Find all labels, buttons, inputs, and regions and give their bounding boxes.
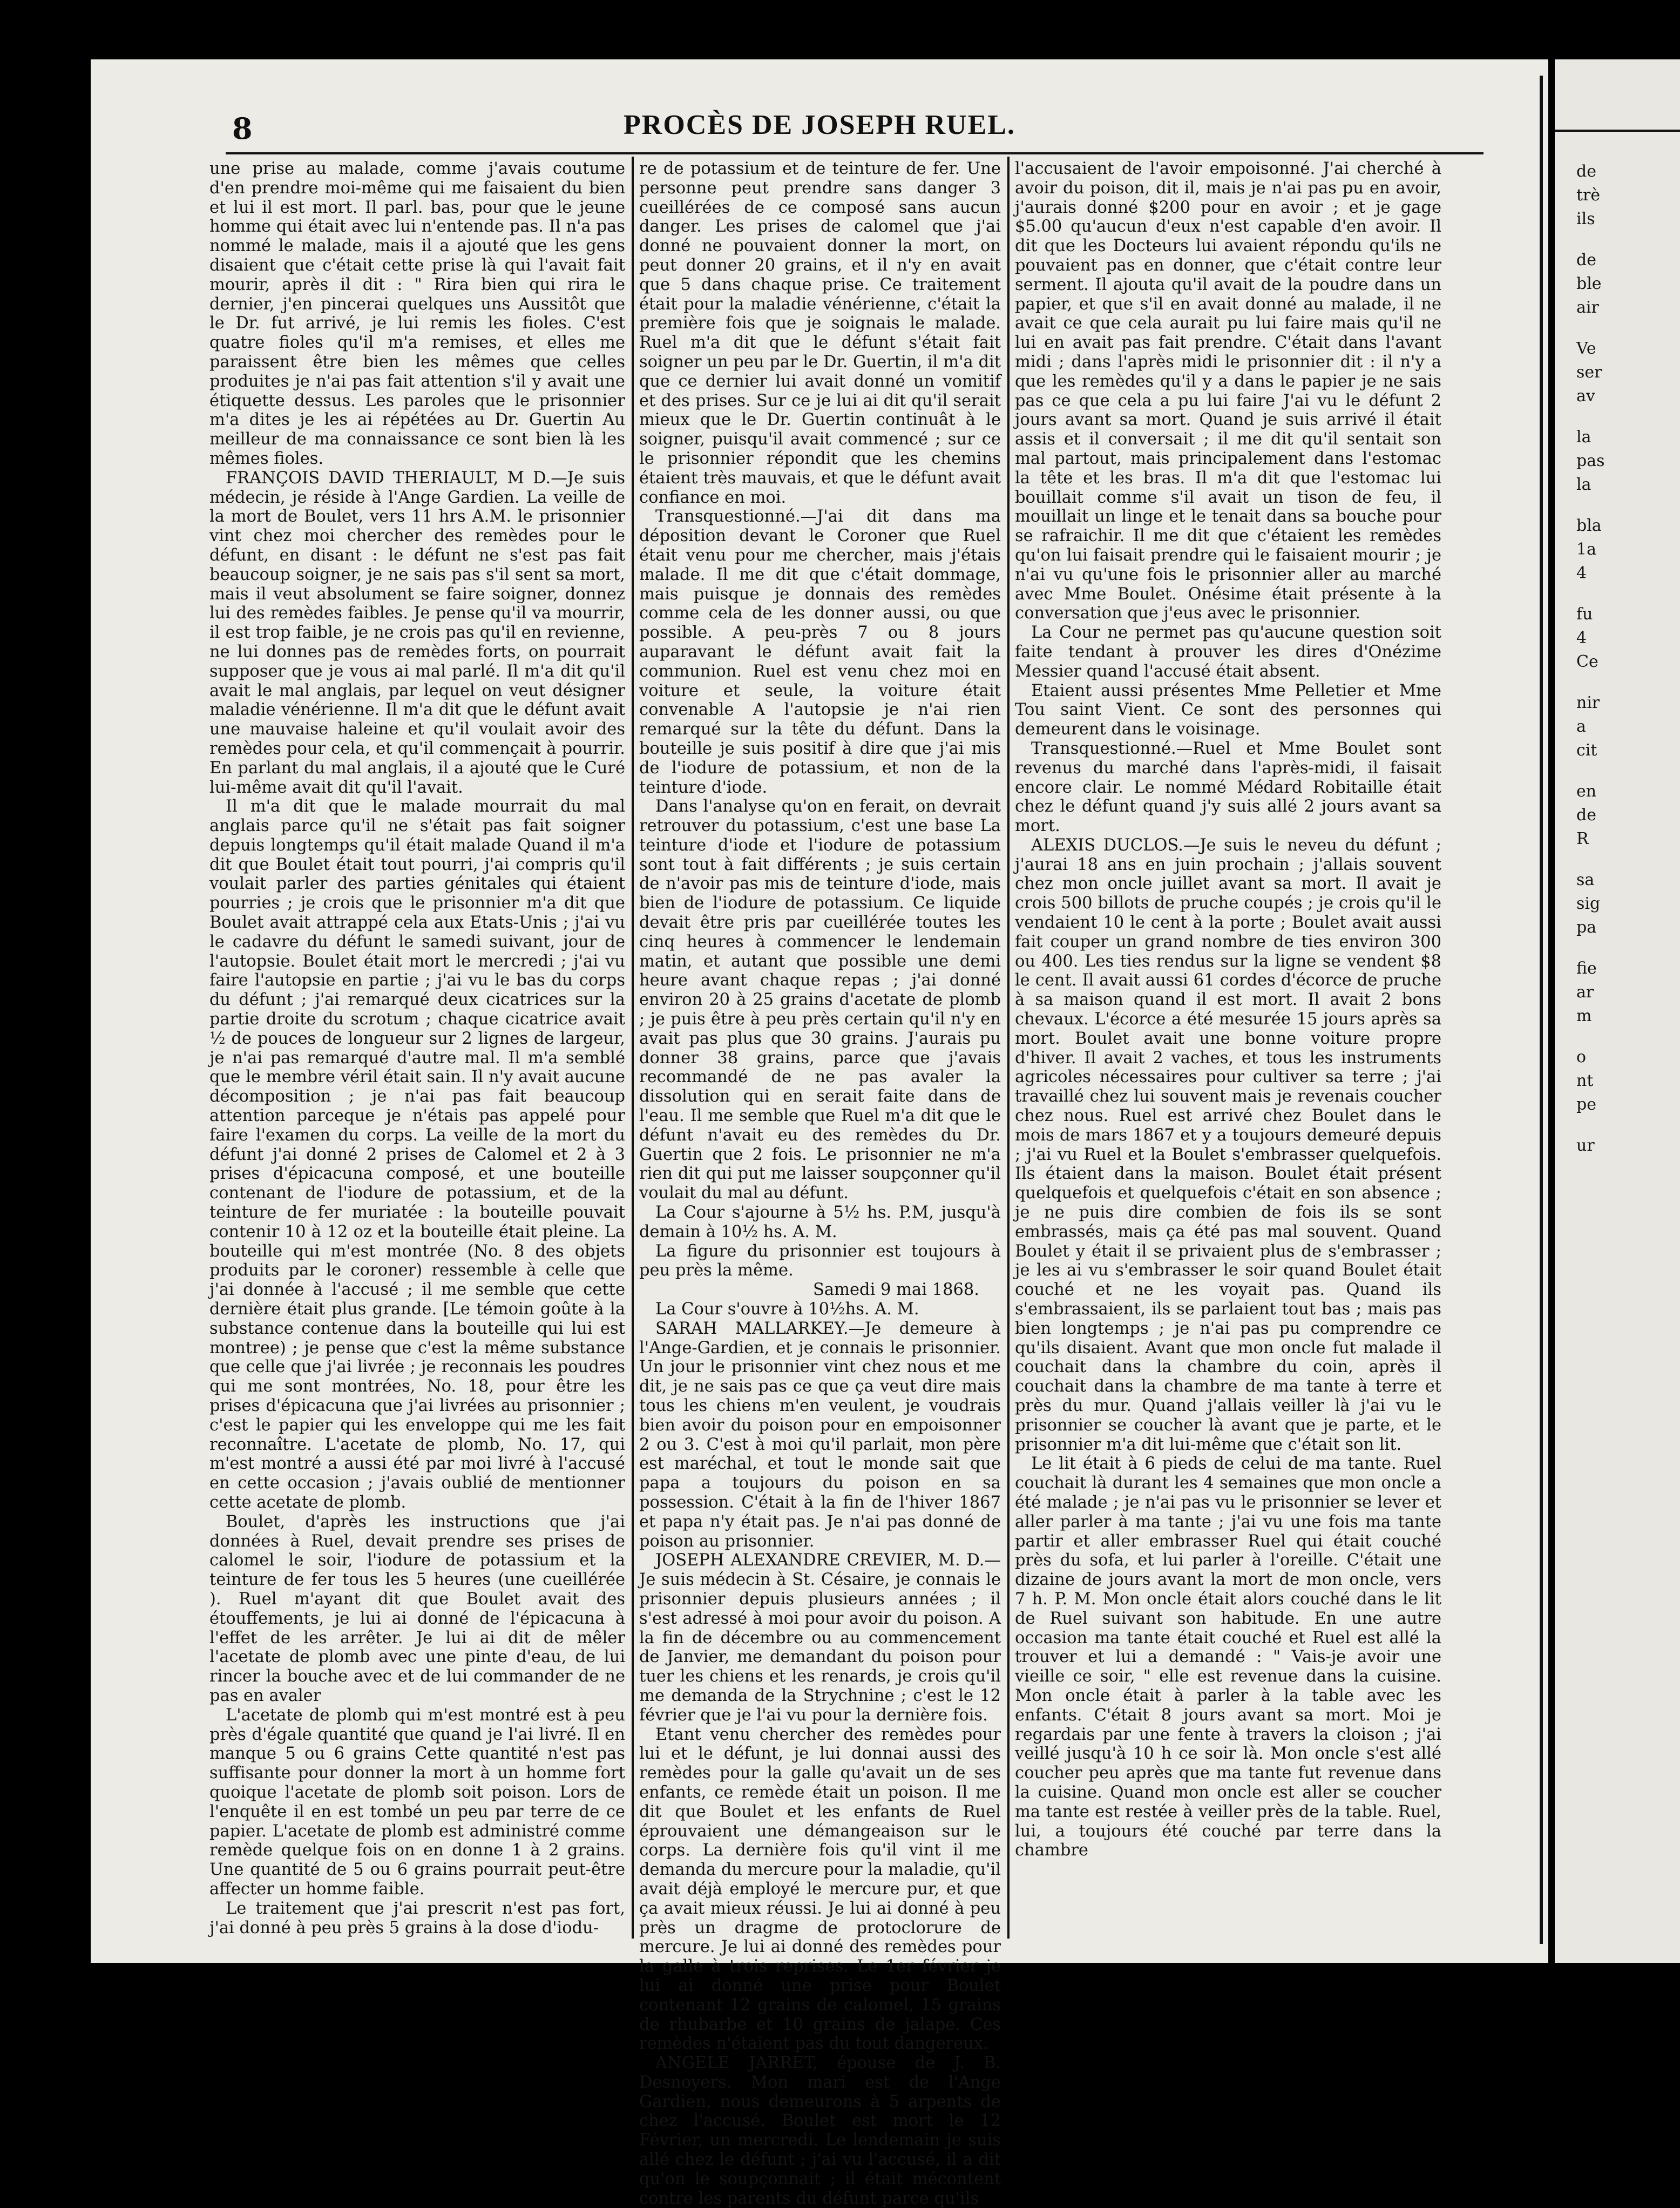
- fragment-text: o: [1576, 1048, 1587, 1066]
- fragment-text: ser: [1576, 363, 1602, 382]
- fragment-text: air: [1576, 298, 1599, 317]
- page-gutter: [1540, 76, 1543, 1944]
- text-column-3: [1015, 159, 1441, 1936]
- page-title: PROCÈS DE JOSEPH RUEL.: [624, 110, 1015, 140]
- column-divider: [1007, 157, 1010, 1939]
- fragment-text: bla: [1576, 516, 1602, 535]
- paragraph: Le traitement que j'ai prescrit n'est pas fort, j'ai donné à peu près 5 grains à la dose d'iodu-: [209, 1899, 625, 1937]
- paragraph: Transquestionné.—Ruel et Mme Boulet sont revenus du marché dans l'après-midi, il faisait encore clair. Le nommé Médard Robitaille était chez le défunt quand j'y suis allé 2 jours avant sa mort.: [1015, 739, 1441, 836]
- paragraph: Le lit était à 6 pieds de celui de ma tante. Ruel couchait là durant les 4 semaines que mon oncle a été malade ; je n'ai pas vu le prisonnier se lever et aller parler à ma tante ; j'ai vu une fois ma tante partir et aller embrasser Ruel qui était couché près du sofa, et lui parler à l'oreille. C'était une dizaine de jours avant la mort de mon oncle, vers 7 h. P. M. Mon oncle était alors couché dans le lit de Ruel suivant son habitude. En une autre occasion ma tante était couché et Ruel est allé la trouver et lui a demandé : " Vais-je avoir une vieille ce soir, " elle est revenue dans la cuisine. Mon oncle était à parler à la table avec les enfants. C'était 8 jours avant sa mort. Moi je regardais par une fente à travers la cloison ; j'ai veillé jusqu'à 10 h ce soir là. Mon oncle s'est allé coucher peu après que ma tante fut revenue dans la cuisine. Quand mon oncle est aller se coucher ma tante est restée à veiller près de la table. Ruel, lui, a toujours été couché par terre dans la chambre: [1015, 1454, 1441, 1860]
- fragment-text: de: [1576, 162, 1596, 181]
- paragraph: ALEXIS DUCLOS.—Je suis le neveu du défunt ; j'aurai 18 ans en juin prochain ; j'allais souvent chez mon oncle juillet avant sa mort. Il avait je crois 500 billots de pruche coupés ; je crois qu'il le vendaient 10 le cent à la porte ; Boulet avait aussi fait couper un grand nombre de ties environ 300 ou 400. Les ties rendus sur la ligne se vendent $8 le cent. Il avait aussi 61 cordes d'écorce de pruche à sa maison quand il est mort. Il avait 2 bons chevaux. L'écorce a été mesurée 15 jours après sa mort. Boulet avait une bonne voiture propre d'hiver. Il avait 2 vaches, et tous les instruments agricoles nécessaires pour cultiver sa terre ; j'ai travaillé chez lui souvent mais je revenais coucher chez nous. Ruel est arrivé chez Boulet dans le mois de mars 1867 et y a toujours demeuré depuis ; j'ai vu Ruel et la Boulet s'embrasser quelquefois. Ils étaient dans la maison. Boulet était présent quelquefois et quelquefois c'était en son absence ; je ne puis dire combien de fois ils se sont embrassés, mais ça été pas mal souvent. Quand Boulet y était il se privaient plus de s'embrasser ; je les ai vu s'embrasser le soir quand Boulet était couché et ne les voyait pas. Quand ils s'embrassaient, ils se parlaient tout bas ; mais pas bien longtemps ; je n'ai pas pu comprendre ce qu'ils disaient. Avant que mon oncle fut malade il couchait dans la chambre du coin, après il couchait dans la chambre de ma tante à terre et près du mur. Quand j'allais veiller là j'ai vu le prisonnier se coucher là avant que je parte, et le prisonnier m'a dit lui-même que c'était son lit.: [1015, 835, 1441, 1454]
- paragraph: Il m'a dit que le malade mourrait du mal anglais parce qu'il ne s'était pas fait soigner depuis longtemps qu'il était malade Quand il m'a dit que Boulet était tout pourri, j'ai compris qu'il voulait parler des parties génitales qui étaient pourries ; je crois que le prisonnier m'a dit que Boulet avait attrappé cela aux Etats-Unis ; j'ai vu le cadavre du défunt le samedi suivant, jour de l'autopsie. Boulet était mort le mercredi ; j'ai vu faire l'autopsie en partie ; j'ai vu le bas du corps du défunt ; j'ai remarqué deux cicatrices sur la partie droite du scrotum ; chaque cicatrice avait ½ de pouces de longueur sur 2 lignes de largeur, je n'ai pas remarqué d'autre mal. Il m'a semblé que le membre véril était sain. Il n'y avait aucune décomposition ; je n'ai pas fait beaucoup attention parceque je n'étais pas appelé pour faire l'examen du corps. La veille de la mort du défunt j'ai donné 2 prises de Calomel et 2 à 3 prises d'épicacuna composé, et une bouteille contenant de l'iodure de potassium, et de la teinture de fer muriatée : la bouteille pouvait contenir 10 à 12 oz et la bouteille était pleine. La bouteille qui m'est montrée (No. 8 des objets produits par le coroner) ressemble à celle que j'ai donnée à l'accusé ; il me semble que cette dernière était plus grande. [Le témoin goûte à la substance contenue dans la bouteille qui lui est montree) ; je pense que c'est la même substance que celle que j'ai livrée ; je reconnais les poudres qui me sont montrées, No. 18, pour être les prises d'épicacuna que j'ai livrées au prisonnier ; c'est le papier qui les enveloppe qui me les fait reconnaître. L'acetate de plomb, No. 17, qui m'est montré a aussi été par moi livré à l'accusé en cette occasion ; j'avais oublié de mentionner cette acetate de plomb.: [209, 797, 625, 1512]
- fragment-text: la: [1576, 428, 1591, 447]
- fragment-text: nt: [1576, 1071, 1594, 1090]
- paragraph: SARAH MALLARKEY.—Je demeure à l'Ange-Gardien, et je connais le prisonnier. Un jour le prisonnier vint chez nous et me dit, je ne sais pas ce que ça veut dire mais tous les chiens m'en veulent, je voudrais bien avoir du poison pour en empoisonner 2 ou 3. C'est à moi qu'il parlait, mon père est maréchal, et tout le monde sait que papa a toujours du poison en sa possession. C'était à la fin de l'hiver 1867 et papa n'y était pas. Je n'ai pas donné de poison au prisonnier.: [639, 1319, 1001, 1551]
- fragment-text: fu: [1576, 605, 1593, 624]
- fragment-text: fie: [1576, 959, 1597, 978]
- paragraph: La Cour s'ouvre à 10½hs. A. M.: [655, 1300, 919, 1319]
- fragment-text: 1a: [1576, 540, 1596, 559]
- newspaper-page: [91, 59, 1548, 2208]
- fragment-text: Ve: [1576, 339, 1596, 358]
- paragraph: Transquestionné.—J'ai dit dans ma déposition devant le Coroner que Ruel était venu pour me chercher, mais j'étais malade. Il me dit que c'était dommage, mais puisque je donnais des remèdes comme cela de les donner aussi, ou que possible. A peu-près 7 ou 8 jours auparavant le défunt avait fait la communion. Ruel est venu chez moi en voiture et seule, la voiture était convenable A l'autopsie je n'ai rien remarqué sur la tête du défunt. Dans la bouteille je suis positif à dire que j'ai mis de l'iodure de potassium, et non de la teinture d'iode.: [639, 507, 1001, 797]
- text-column-1: [209, 159, 625, 1936]
- fragment-text: cit: [1576, 741, 1597, 760]
- fragment-text: 4: [1576, 629, 1587, 647]
- fragment-text: ur: [1576, 1136, 1595, 1155]
- paragraph: JOSEPH ALEXANDRE CREVIER, M. D.—Je suis médecin à St. Césaire, je connais le prisonnier depuis plusieurs années ; il s'est adressé à moi pour avoir du poison. A la fin de décembre ou au commencement de Janvier, me demandant du poison pour tuer les chiens et les renards, je crois qu'il me demanda de la Strychnine ; c'est le 12 février que je l'ai vu pour la dernière fois.: [639, 1551, 1001, 1725]
- paragraph: L'acetate de plomb qui m'est montré est à peu près d'égale quantité que quand je l'ai livré. Il en manque 5 ou 6 grains Cette quantité n'est pas suffisante pour donner la mort à un homme fort quoique l'acetate de plomb soit poison. Lors de l'enquête il en est tombé un peu par terre de ce papier. L'acetate de plomb est administré comme remède quelque fois on en donne 1 à 2 grains. Une quantité de 5 ou 6 grains pourrait peut-être affecter un homme faible.: [209, 1705, 625, 1899]
- page-number: 8: [232, 111, 253, 146]
- paragraph: l'accusaient de l'avoir empoisonné. J'ai cherché à avoir du poison, dit il, mais je n'ai pas pu en avoir, j'aurais donné $200 pour en avoir ; et je gage $5.00 qu'aucun d'eux n'est capable d'en avoir. Il dit que les Docteurs lui avaient répondu qu'ils ne pouvaient pas en donner, que c'était contre leur serment. Il ajouta qu'il avait de la poudre dans un papier, et que s'il en avait donné au malade, il ne avait ce que cela aurait pu lui faire mais qu'il ne lui en avait pas fait prendre. C'était dans l'avant midi ; dans l'après midi le prisonnier dit : il n'y a que les remèdes qu'il y a dans le papier je ne sais pas ce que cela a pu lui faire J'ai vu le défunt 2 jours avant sa mort. Quand je suis arrivé il était assis et il conversait ; il me dit qu'il sentait son mal partout, mais principalement dans l'estomac la tête et les bras. Il m'a dit que l'estomac lui bouillait comme s'il avait un tison de feu, il mouillait un linge et le tenait dans sa bouche pour se rafraichir. Il me dit que c'étaient les remèdes qu'on lui faisait prendre qui le faisaient mourir ; je n'ai vu qu'une fois le prisonnier aller au marché avec Mme Boulet. Onésime était présente à la conversation que j'eus avec le prisonnier.: [1015, 159, 1441, 623]
- paragraph: une prise au malade, comme j'avais coutume d'en prendre moi-même qui me faisaient du bien et lui il est mort. Il parl. bas, pour que le jeune homme qui était avec lui n'entende pas. Il n'a pas nommé le malade, mais il a ajouté que les gens disaient que c'était cette prise là qui l'avait fait mourir, après il dit : " Rira bien qui rira le dernier, j'en pincerai quelques uns Aussitôt que le Dr. fut arrivé, je lui remis les fioles. C'est quatre fioles qu'il m'a remises, et elles me paraissent être bien les mêmes que celles produites je n'ai pas fait attention s'il y avait une étiquette dessus. Les paroles que le prisonnier m'a dites je les ai répétées au Dr. Guertin Au meilleur de ma connaissance ce sont bien là les mêmes fioles.: [209, 159, 625, 468]
- paragraph: Samedi 9 mai 1868.: [813, 1280, 979, 1300]
- fragment-text: en: [1576, 782, 1597, 801]
- fragment-text: pe: [1576, 1095, 1596, 1114]
- paragraph: Etaient aussi présentes Mme Pelletier et Mme Tou saint Vient. Ce sont des personnes qui demeurent dans le voisinage.: [1015, 681, 1441, 739]
- adjacent-page-rule: [1555, 130, 1680, 132]
- paragraph: Boulet, d'après les instructions que j'ai données à Ruel, devait prendre ses prises de calomel le soir, l'iodure de potassium et la teinture de fer tous les 5 heures (une cueillérée ). Ruel m'ayant dit que Boulet avait des étouffements, je lui ai donné de l'épicacuna à l'effet de les arrêter. Je lui ai dit de mêler l'acetate de plomb avec une pinte d'eau, de lui rincer la bouche avec et de lui commander de ne pas en avaler: [209, 1512, 625, 1705]
- fragment-text: m: [1576, 1007, 1592, 1025]
- fragment-text: trè: [1576, 186, 1601, 205]
- fragment-text: la: [1576, 475, 1591, 494]
- paragraph: La Cour ne permet pas qu'aucune question soit faite tendant à prouver les dires d'Onézime Messier quand l'accusé était absent.: [1015, 623, 1441, 681]
- header-rule: [226, 152, 1483, 154]
- fragment-text: ar: [1576, 983, 1594, 1002]
- fragment-text: sig: [1576, 894, 1601, 913]
- paragraph: FRANÇOIS DAVID THERIAULT, M D.—Je suis médecin, je réside à l'Ange Gardien. La veille de la mort de Boulet, vers 11 hrs A.M. le prisonnier vint chez moi chercher des remèdes pour le défunt, en disant : le défunt ne s'est pas fait beaucoup soigner, je ne sais pas s'il sent sa mort, mais il veut absolument se faire soigner, donnez lui des remèdes faibles. Je pense qu'il va mourrir, il est trop faible, je ne crois pas qu'il en revienne, ne lui donnes pas de remèdes forts, on pourrait supposer que je vous ai mal parlé. Il m'a dit qu'il avait le mal anglais, par lequel on veut désigner maladie vénérienne. Il m'a dit que le défunt avait une mauvaise haleine et qu'il voulait avoir des remèdes pour cela, et qu'il commençait à pourrir. En parlant du mal anglais, il a ajouté que le Curé lui-même avait dit qu'il l'avait.: [209, 468, 625, 797]
- fragment-text: av: [1576, 387, 1595, 406]
- fragment-text: de: [1576, 251, 1596, 269]
- paragraph: Etant venu chercher des remèdes pour lui et le défunt, je lui donnai aussi des remèdes pour la galle qu'avait un de ses enfants, ce remède était un poison. Il me dit que Boulet et les enfants de Ruel éprouvaient une démangeaison sur le corps. La dernière fois qu'il vint il me demanda du mercure pour la maladie, qu'il avait déjà employé le mercure pur, et que ça avait mieux réussi. Je lui ai donné à peu près un dragme de protoclorure de mercure. Je lui ai donné des remèdes pour la galle à trois reprises. Le 1er février je lui ai donné une prise pour Boulet contenant 12 grains de calomel, 15 grains de rhubarbe et 10 grains de jalape. Ces remèdes n'étaient pas du tout dangereux.: [639, 1725, 1001, 2054]
- fragment-text: Ce: [1576, 652, 1598, 671]
- text-column-2: [639, 159, 1001, 2208]
- paragraph: Dans l'analyse qu'on en ferait, on devrait retrouver du potassium, c'est une base La teinture d'iode et l'iodure de potassium sont tout à fait différents ; je suis certain de n'avoir pas mis de teinture d'iode, mais bien de l'iodure de potassium. Ce liquide devait être pris par cueillérée toutes les cinq heures à commencer le lendemain matin, et autant que possible une demi heure avant chaque repas ; j'ai donné environ 20 à 25 grains d'acetate de plomb ; je puis être à peu près certain qu'il n'y en avait pas plus que 30 grains. J'aurais pu donner 38 grains, parce que j'avais recommandé de ne pas avaler la dissolution qui en serait faite dans de l'eau. Il me semble que Ruel m'a dit que le défunt n'avait eu des remèdes du Dr. Guertin que 2 fois. Le prisonnier ne m'a rien dit qui put me laisser soupçonner qu'il voulait du mal au défunt.: [639, 797, 1001, 1203]
- fragment-text: a: [1576, 717, 1586, 736]
- fragment-text: ils: [1576, 210, 1595, 228]
- column-divider: [632, 157, 634, 1939]
- fragment-text: ble: [1576, 274, 1602, 293]
- fragment-text: R: [1576, 829, 1589, 848]
- adjacent-page: [1555, 59, 1680, 1963]
- fragment-text: sa: [1576, 870, 1595, 889]
- adjacent-page-fragments: [1576, 162, 1605, 1160]
- paragraph: La figure du prisonnier est toujours à peu près la même.: [639, 1241, 1001, 1280]
- fragment-text: pa: [1576, 918, 1597, 937]
- fragment-text: pas: [1576, 451, 1605, 470]
- paragraph: La Cour s'ajourne à 5½ hs. P.M, jusqu'à demain à 10½ hs. A. M.: [639, 1203, 1001, 1241]
- fragment-text: de: [1576, 806, 1596, 825]
- paragraph: ANGELE JARRET, épouse de J. B. Desnoyers. Mon mari est de l'Ange Gardien, nous demeurons à 5 arpents de chez l'accusé. Boulet est mort le 12 Février, un mercredi. Le lendemain je suis allé chez le défunt ; j'ai vu l'accusé, il a dit qu'on le soupçonnait ; il était mécontent contre les parents du défunt parce qu'ils: [639, 2054, 1001, 2208]
- fragment-text: 4: [1576, 564, 1587, 583]
- fragment-text: nir: [1576, 693, 1600, 712]
- paragraph: re de potassium et de teinture de fer. Une personne peut prendre sans danger 3 cueillérées de ce composé sans aucun danger. Les prises de calomel que j'ai donné ne pouvaient donner la mort, on peut donner 20 grains, et il n'y en avait que 5 dans chaque prise. Ce traitement était pour la maladie vénérienne, c'était la première fois que je soignais le malade. Ruel m'a dit que le défunt s'était fait soigner un peu par le Dr. Guertin, il m'a dit que ce dernier lui avait donné un vomitif et des prises. Sur ce je lui ai dit qu'il serait mieux que le Dr. Guertin continuât à le soigner, puisqu'il avait commencé ; sur ce le prisonnier répondit que les chemins étaient très mauvais, et que le défunt avait confiance en moi.: [639, 159, 1001, 507]
